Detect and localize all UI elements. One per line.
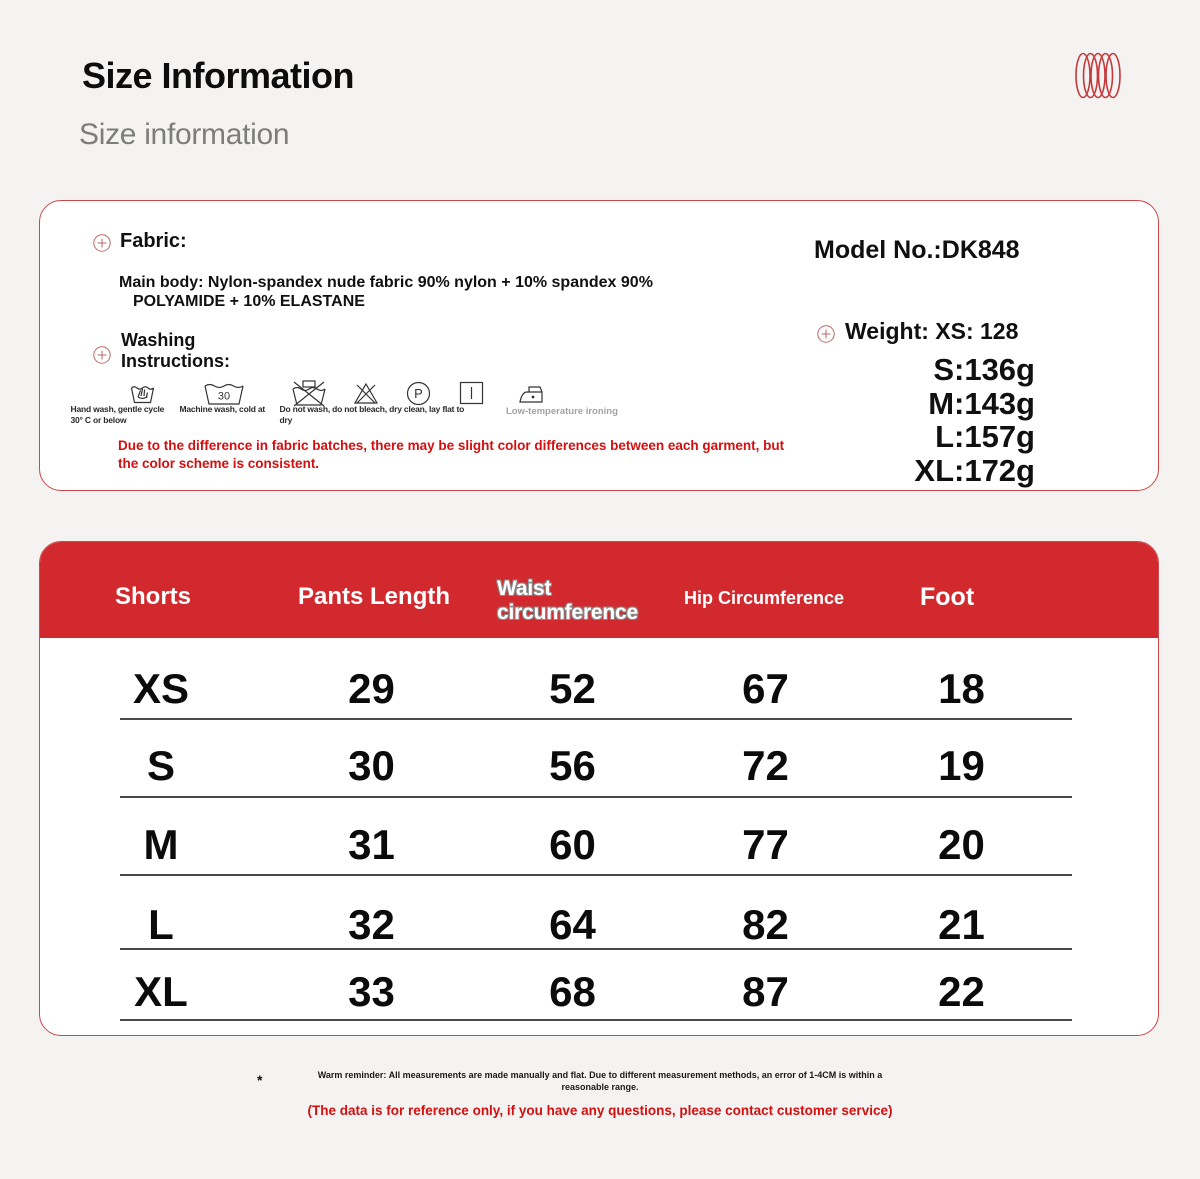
size-cell: XS: [132, 664, 190, 712]
size-cell: S: [146, 741, 175, 789]
do-not-wash-caption: dry: [279, 415, 293, 425]
measurement-reminder: reasonable range.: [561, 1082, 639, 1092]
column-header-foot: Foot: [920, 583, 975, 611]
low-temperature-iron-icon: [518, 382, 545, 405]
column-header-waist: circumference: [497, 601, 638, 624]
waist-cell: 56: [549, 741, 596, 789]
hip-cell: 72: [742, 741, 789, 789]
fabric-description: POLYAMIDE + 10% ELASTANE: [133, 293, 365, 310]
table-row: [40, 966, 1158, 1021]
model-number: Model No.:DK848: [814, 236, 1020, 264]
reference-disclaimer: (The data is for reference only, if you have any questions, please contact customer service): [307, 1103, 893, 1118]
table-row: [40, 740, 1158, 798]
column-header-hip: Hip Circumference: [684, 588, 845, 608]
washing-label: Washing: [121, 330, 196, 350]
table-row: [40, 819, 1158, 876]
hip-cell: 82: [742, 900, 789, 948]
size-cell: L: [148, 900, 174, 948]
hip-cell: 87: [742, 967, 789, 1015]
size-cell: M: [143, 820, 179, 868]
hip-cell: 77: [742, 820, 789, 868]
pants-length-cell: 30: [348, 741, 395, 789]
page-title: Size Information: [82, 55, 355, 96]
hand-wash-icon: [130, 380, 155, 405]
machine-wash-30-icon: [203, 380, 245, 406]
color-difference-notice: Due to the difference in fabric batches, there may be slight color differences between each garment, but: [118, 438, 785, 453]
machine-wash-caption: Machine wash, cold at: [179, 404, 266, 414]
plus-circle-icon: [93, 346, 111, 364]
wash-temperature-label: 30: [217, 390, 230, 402]
foot-cell: 20: [938, 820, 985, 868]
waist-cell: 68: [549, 967, 596, 1015]
pants-length-cell: 29: [348, 664, 395, 712]
plus-circle-icon: [93, 234, 111, 252]
weight-value: M:143g: [928, 386, 1035, 421]
foot-cell: 19: [938, 741, 985, 789]
pants-length-cell: 33: [348, 967, 395, 1015]
pants-length-cell: 31: [348, 820, 395, 868]
ironing-caption: Low-temperature ironing: [506, 406, 618, 417]
table-row: [40, 663, 1158, 720]
weight-label: Weight: XS: 128: [845, 318, 1019, 344]
measurement-reminder: Warm reminder: All measurements are made manually and flat. Due to different measurement methods, an error of 1-4CM is within a: [317, 1070, 883, 1080]
table-header: [40, 542, 1158, 638]
weight-value: S:136g: [933, 352, 1035, 387]
waist-cell: 64: [549, 900, 596, 948]
hand-wash-caption: 30° C or below: [70, 415, 127, 425]
color-difference-notice: the color scheme is consistent.: [118, 456, 320, 471]
dry-clean-letter: P: [413, 385, 423, 401]
column-header-size: Shorts: [115, 583, 192, 610]
product-info-card: [39, 200, 1159, 491]
coil-rings-icon: [1073, 51, 1123, 100]
column-header-pants-length: Pants Length: [298, 583, 451, 610]
do-not-wash-caption: Do not wash, do not bleach, dry clean, lay flat to: [279, 404, 465, 414]
dry-clean-icon: [406, 381, 431, 406]
hand-wash-caption: Hand wash, gentle cycle: [70, 404, 165, 414]
page-subtitle: Size information: [79, 118, 290, 151]
reminder-star: *: [257, 1072, 263, 1088]
weight-value: XL:172g: [914, 453, 1035, 488]
column-header-waist: Waist: [497, 577, 552, 600]
washing-label: Instructions:: [121, 351, 231, 371]
hip-cell: 67: [742, 664, 789, 712]
weight-value: L:157g: [935, 419, 1035, 454]
do-not-bleach-icon: [353, 382, 379, 405]
size-cell: XL: [134, 967, 188, 1015]
table-row: [40, 899, 1158, 950]
pants-length-cell: 32: [348, 900, 395, 948]
waist-cell: 52: [549, 664, 596, 712]
foot-cell: 21: [938, 900, 985, 948]
do-not-wash-icon: [290, 379, 328, 407]
size-table: [39, 541, 1159, 1036]
plus-circle-icon: [817, 325, 835, 343]
foot-cell: 22: [938, 967, 985, 1015]
fabric-label: Fabric:: [120, 230, 187, 252]
fabric-description: Main body: Nylon-spandex nude fabric 90% nylon + 10% spandex 90%: [119, 274, 653, 291]
foot-cell: 18: [938, 664, 985, 712]
lay-flat-dry-icon: [459, 381, 484, 405]
waist-cell: 60: [549, 820, 596, 868]
